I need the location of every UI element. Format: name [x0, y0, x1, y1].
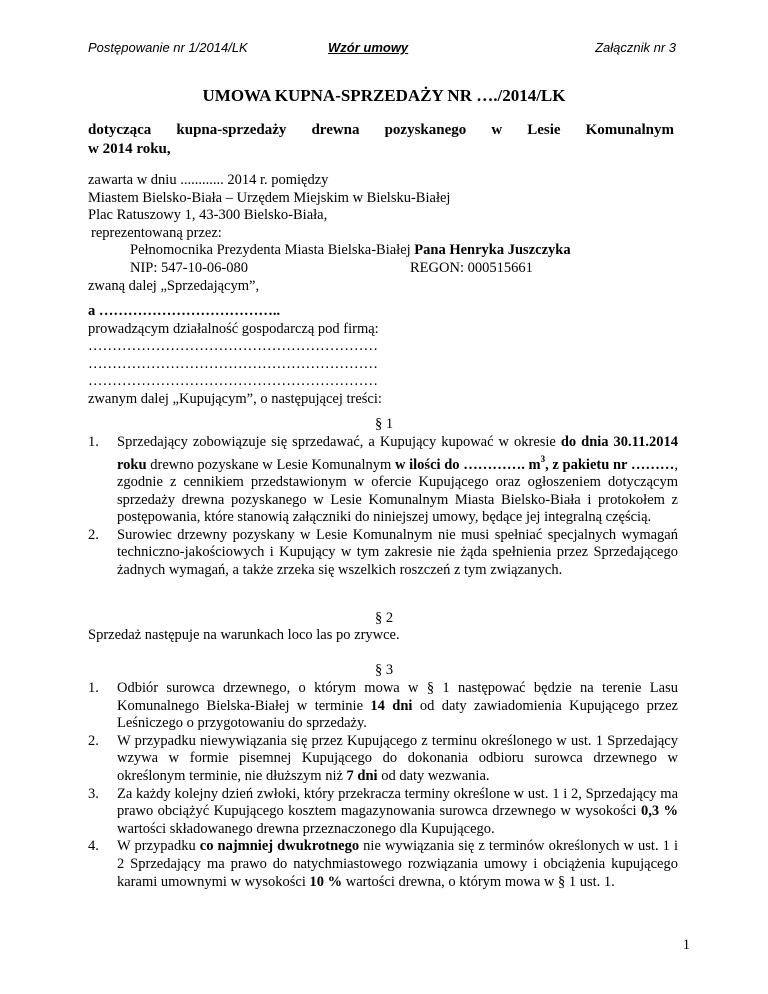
text-run: W przypadku — [117, 838, 200, 855]
quantity-blank: w ilości do …………. m — [394, 456, 541, 473]
representative-line — [88, 242, 678, 260]
buyer-business: prowadzącym działalność gospodarczą pod firmą: — [88, 320, 379, 337]
buyer-blank-3: …………………………………………………… — [88, 373, 378, 390]
seller-name: Miastem Bielsko-Biała – Urzędem Miejskim w Bielsku-Białej — [88, 189, 451, 206]
text-run: nie wywiązania się z terminów określonych w ust. 1 i 2 Sprzedający ma prawo do natychmiastowego rozwiązania umowy i obciążenia kupującego karami umownymi w wysokości — [117, 838, 679, 890]
representative-title: Pełnomocnika Prezydenta Miasta Bielska-Białej — [130, 242, 415, 259]
section-1-item-1 — [88, 434, 678, 527]
cubic-superscript: 3 — [540, 454, 546, 465]
section-3-item-4 — [88, 838, 678, 891]
document-subtitle — [88, 121, 674, 159]
header-template-label: Wzór umowy — [328, 40, 409, 55]
seller-alias: zwaną dalej „Sprzedającym”, — [88, 277, 260, 294]
item-number: 1. — [88, 434, 99, 450]
section-3-item-1 — [88, 680, 678, 733]
seller-regon: REGON: 000515661 — [410, 259, 533, 276]
item-number: 2. — [88, 526, 99, 543]
storage-fee-rate: 0,3 % — [640, 803, 679, 820]
section-1-list — [88, 434, 678, 580]
section-3-item-3 — [88, 786, 678, 839]
section-1-heading: § 1 — [374, 416, 394, 432]
item-number: 4. — [88, 838, 99, 855]
buyer-name-blank: a ……………………………….. — [88, 303, 281, 319]
reminder-days: 7 dni — [346, 767, 378, 784]
parties-seller — [88, 172, 678, 295]
penalty-rate: 10 % — [309, 873, 343, 890]
breach-count: co najmniej dwukrotnego — [199, 838, 360, 855]
contract-date-line: zawarta w dniu ............ 2014 r. pomiędzy — [88, 172, 329, 188]
text-run: W przypadku niewywiązania się przez Kupującego z terminu określonego w ust. 1 Sprzedający wzywa w formie pisemnej Kupującego do dokonania odbioru surowca drzewnego w określonym terminie, nie dłuższym niż — [117, 732, 678, 784]
deadline-date: do dnia 30.11.2014 roku — [117, 434, 678, 473]
section-2-heading: § 2 — [374, 610, 394, 626]
page-number: 1 — [682, 937, 690, 953]
header-case-number: Postępowanie nr 1/2014/LK — [88, 40, 248, 55]
document-title: UMOWA KUPNA-SPRZEDAŻY NR …./2014/LK — [202, 86, 566, 105]
item-number: 2. — [88, 732, 99, 749]
header-attachment-number: Załącznik nr 3 — [595, 40, 676, 55]
text-run: od daty wezwania. — [377, 767, 490, 784]
text-run: od daty zawiadomienia Kupującego przez Leśniczego o przygotowaniu do sprzedaży. — [117, 697, 678, 732]
section-3-list — [88, 680, 678, 891]
text-run: wartości drewna, o którym mowa w § 1 ust. 1. — [342, 873, 615, 890]
text-run: drewno pozyskane w Lesie Komunalnym — [146, 456, 395, 473]
pickup-days: 14 dni — [370, 697, 413, 714]
text-run: Za każdy kolejny dzień zwłoki, który przekracza terminy określone w ust. 1 i 2, Sprzedający ma prawo obciążyć Kupującego kosztem magazynowania surowca drzewnego w wysokości — [117, 785, 678, 820]
package-number-blank: , z pakietu nr ……… — [545, 456, 675, 473]
seller-nip: NIP: 547-10-06-080 — [130, 259, 249, 276]
seller-ids — [88, 260, 678, 278]
representative-name: Pana Henryka Juszczyka — [414, 242, 571, 259]
buyer-blank-1: …………………………………………………… — [88, 338, 378, 355]
text-run: Odbiór surowca drzewnego, o którym mowa w § 1 następować będzie na terenie Lasu Komunalnego Bielska-Białej w terminie — [117, 680, 678, 714]
buyer-alias: zwanym dalej „Kupującym”, o następującej treści: — [88, 390, 382, 407]
section-3-item-2 — [88, 733, 678, 786]
represented-by: reprezentowaną przez: — [91, 224, 222, 241]
seller-address: Plac Ratuszowy 1, 43-300 Bielsko-Biała, — [88, 207, 328, 224]
text-run: wartości składowanego drewna przeznaczonego dla Kupującego. — [117, 820, 495, 837]
parties-buyer — [88, 303, 678, 409]
section-3-heading: § 3 — [374, 662, 394, 678]
buyer-blank-2: …………………………………………………… — [88, 355, 378, 372]
section-2-text: Sprzedaż następuje na warunkach loco las po zrywce. — [88, 627, 400, 643]
text-run: , zgodnie z cennikiem przedstawionym w ofercie Kupującego oraz ogłoszeniem dotyczącym sprzedaży drewna pozyskanego w Lesie Komunalnym Miasta Bielsko-Biała i protokołem z postępowania, które stanowią załączniki do niniejszej umowy, będące jej integralną częścią. — [117, 456, 678, 526]
text-run: Surowiec drzewny pozyskany w Lesie Komunalnym nie musi spełniać specjalnych wymagań techniczno-jakościowych i Kupujący w tym zakresie nie żąda spełnienia przez Sprzedającego żadnych wymagań, a także zrzeka się wszelkich roszczeń z tym związanych. — [117, 526, 678, 578]
text-run: Sprzedający zobowiązuje się sprzedawać, a Kupujący kupować w okresie — [117, 434, 561, 450]
item-number: 1. — [88, 680, 99, 696]
subtitle-line-2: w 2014 roku, — [88, 141, 171, 157]
section-1-item-2 — [88, 527, 678, 580]
subtitle-line-1: dotycząca kupna-sprzedaży drewna pozyskanego w Lesie Komunalnym — [88, 122, 674, 138]
item-number: 3. — [88, 785, 99, 802]
